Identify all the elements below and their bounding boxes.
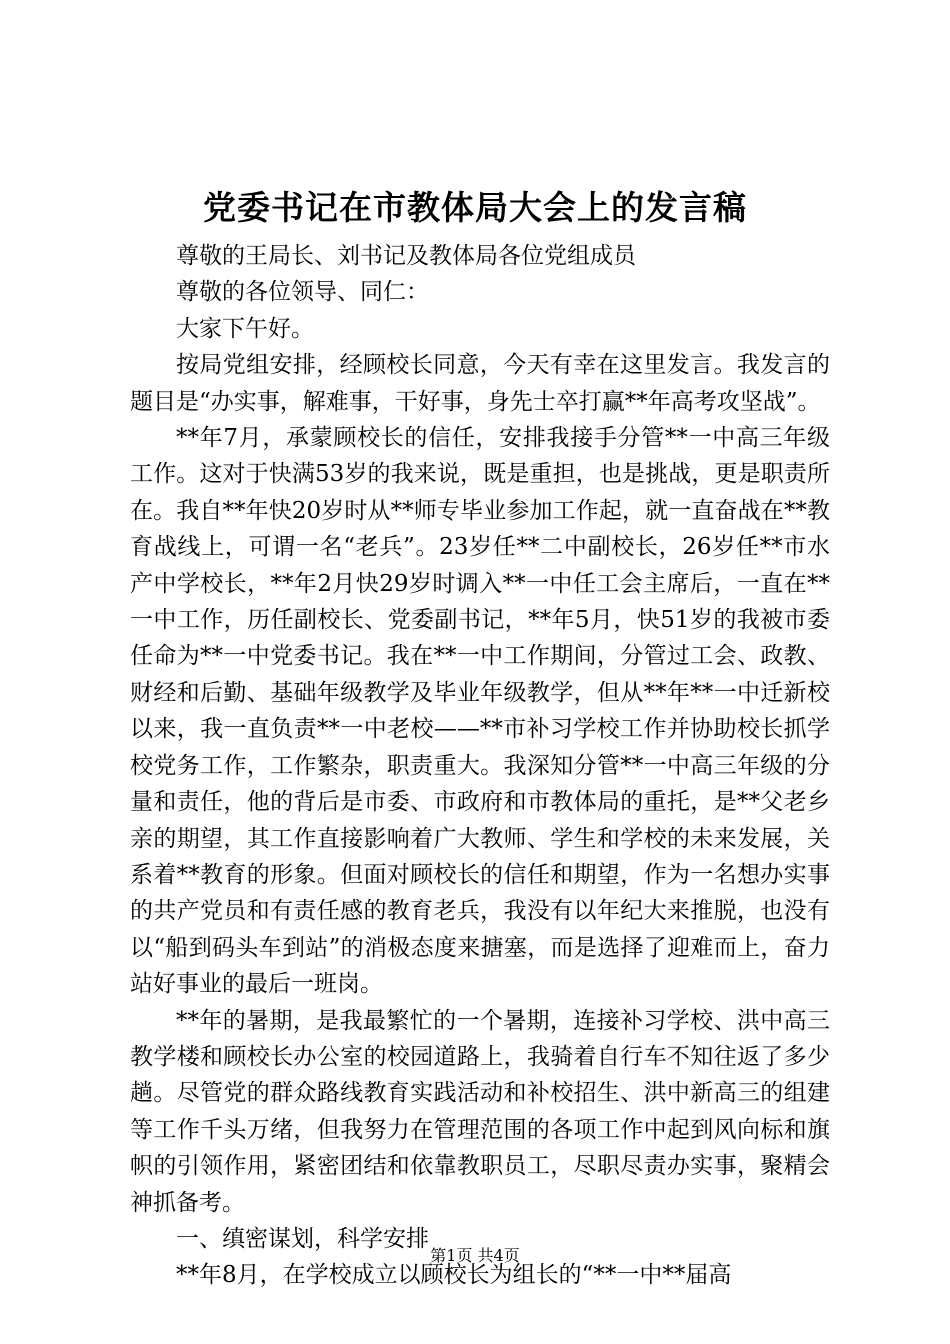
paragraph-intro: 按局党组安排，经顾校长同意，今天有幸在这里发言。我发言的题目是“办实事，解难事，干好事，身先士卒打赢**年高考攻坚战”。 — [130, 352, 830, 415]
greeting: 大家下午好。 — [176, 315, 314, 342]
paragraph-section-1: **年8月，在学校成立以顾校长为组长的“**一中**届高 — [176, 1262, 732, 1289]
page-number: 第1页 共4页 — [430, 1246, 520, 1265]
paragraph-summer: **年的暑期，是我最繁忙的一个暑期，连接补习学校、洪中高三教学楼和顾校长办公室的校园道路上，我骑着自行车不知往返了多少趟。尽管党的群众路线教育实践活动和补校招生、洪中新高三的组建等工作千头万绪，但我努力在管理范围的各项工作中起到风向标和旗帜的引领作用，紧密团结和依靠教职员工，尽职尽责办实事，聚精会神抓备考。 — [130, 1007, 830, 1216]
paragraph-background: **年7月，承蒙顾校长的信任，安排我接手分管**一中高三年级工作。这对于快满53岁的我来说，既是重担，也是挑战，更是职责所在。我自**年快20岁时从**师专毕业参加工作起，就一直奋战在**教育战线上，可谓一名“老兵”。23岁任**二中副校长，26岁任**市水产中学校长，**年2月快29岁时调入**一中任工会主席后，一直在**一中工作，历任副校长、党委副书记，**年5月，快51岁的我被市委任命为**一中党委书记。我在**一中工作期间，分管过工会、政教、财经和后勤、基础年级教学及毕业年级教学，但从**年**一中迁新校以来，我一直负责**一中老校——**市补习学校工作并协助校长抓学校党务工作，工作繁杂，职责重大。我深知分管**一中高三年级的分量和责任，他的背后是市委、市政府和市教体局的重托，是**父老乡亲的期望，其工作直接影响着广大教师、学生和学校的未来发展，关系着**教育的形象。但面对顾校长的信任和期望，作为一名想办实事的共产党员和有责任感的教育老兵，我没有以年纪大来推脱，也没有以“船到码头车到站”的消极态度来搪塞，而是选择了迎难而上，奋力站好事业的最后一班岗。 — [130, 425, 830, 998]
salutation-2: 尊敬的各位领导、同仁： — [176, 279, 429, 306]
section-heading-1: 一、缜密谋划，科学安排 — [176, 1225, 429, 1252]
document-title: 党委书记在市教体局大会上的发言稿 — [203, 188, 747, 227]
document-body — [130, 238, 830, 1294]
salutation-1: 尊敬的王局长、刘书记及教体局各位党组成员 — [176, 243, 636, 269]
